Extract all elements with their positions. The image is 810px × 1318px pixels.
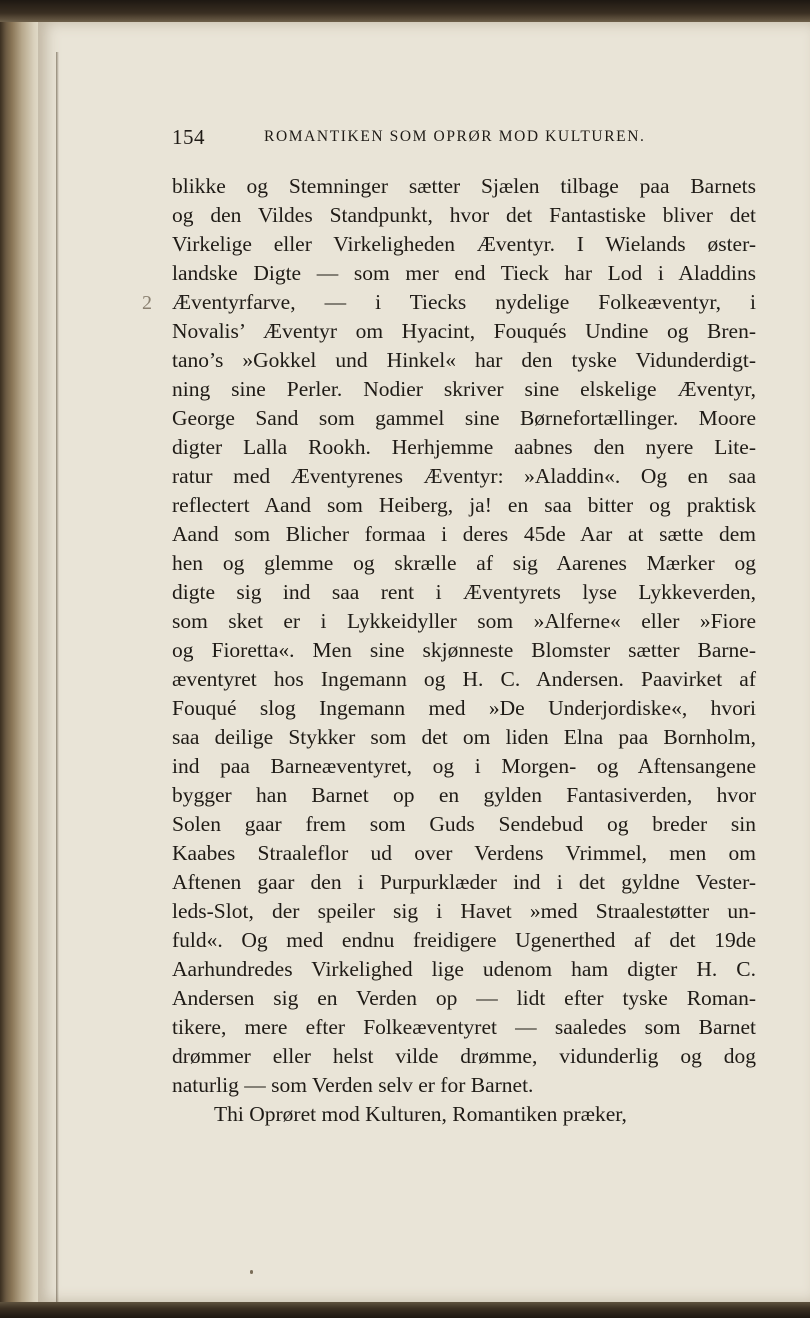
- text-line: tikere, mere efter Folkeæventyret — saaledes som Barnet: [172, 1015, 756, 1039]
- text-line: drømmer eller helst vilde drømme, vidunderlig og dog: [172, 1044, 756, 1068]
- text-line: Aarhundredes Virkelighed lige udenom ham digter H. C.: [172, 957, 756, 981]
- book-top-edge: [0, 0, 810, 22]
- text-line: og den Vildes Standpunkt, hvor det Fantastiske bliver det: [172, 203, 756, 227]
- text-line: blikke og Stemninger sætter Sjælen tilbage paa Barnets: [172, 174, 756, 198]
- text-line: Kaabes Straaleflor ud over Verdens Vrimmel, men om: [172, 841, 756, 865]
- text-line: ratur med Æventyrenes Æventyr: »Aladdin«. Og en saa: [172, 464, 756, 488]
- text-line: Andersen sig en Verden op — lidt efter tyske Roman-: [172, 986, 756, 1010]
- text-line: æventyret hos Ingemann og H. C. Andersen. Paavirket af: [172, 667, 756, 691]
- text-line: naturlig — som Verden selv er for Barnet.: [172, 1073, 534, 1097]
- text-line: leds-Slot, der speiler sig i Havet »med Straalestøtter un-: [172, 899, 756, 923]
- text-line: som sket er i Lykkeidyller som »Alferne« eller »Fiore: [172, 609, 756, 633]
- paper-speck: [250, 1270, 253, 1274]
- text-line: digte sig ind saa rent i Æventyrets lyse Lykkeverden,: [172, 580, 756, 604]
- text-line: ning sine Perler. Nodier skriver sine elskelige Æventyr,: [172, 377, 756, 401]
- text-line: Æventyrfarve, — i Tiecks nydelige Folkeæventyr, i: [172, 290, 756, 314]
- margin-pencil-mark: 2: [142, 292, 152, 314]
- text-line: George Sand som gammel sine Børnefortællinger. Moore: [172, 406, 756, 430]
- text-line: Aftenen gaar den i Purpurklæder ind i det gyldne Vester-: [172, 870, 756, 894]
- text-line: fuld«. Og med endnu freidigere Ugenerthed af det 19de: [172, 928, 756, 952]
- chapter-title: ROMANTIKEN SOM OPRØR MOD KULTUREN.: [264, 128, 646, 145]
- text-line: Virkelige eller Virkeligheden Æventyr. I Wielands øster-: [172, 232, 756, 256]
- text-line: reflectert Aand som Heiberg, ja! en saa bitter og praktisk: [172, 493, 756, 517]
- page-body-text: [172, 172, 756, 1129]
- page-gutter-shadow: [56, 52, 59, 1312]
- text-line: Solen gaar frem som Guds Sendebud og breder sin: [172, 812, 756, 836]
- text-line: Thi Oprøret mod Kulturen, Romantiken præker,: [214, 1102, 627, 1126]
- page-number: 154: [172, 125, 205, 149]
- text-line: digter Lalla Rookh. Herhjemme aabnes den nyere Lite-: [172, 435, 756, 459]
- text-line: ind paa Barneæventyret, og i Morgen- og Aftensangene: [172, 754, 756, 778]
- text-line: Aand som Blicher formaa i deres 45de Aar at sætte dem: [172, 522, 756, 546]
- text-line: tano’s »Gokkel und Hinkel« har den tyske Vidunderdigt-: [172, 348, 756, 372]
- text-line: hen og glemme og skrælle af sig Aarenes Mærker og: [172, 551, 756, 575]
- text-line: Fouqué slog Ingemann med »De Underjordiske«, hvori: [172, 696, 756, 720]
- text-line: bygger han Barnet op en gylden Fantasiverden, hvor: [172, 783, 756, 807]
- text-line: saa deilige Stykker som det om liden Elna paa Bornholm,: [172, 725, 756, 749]
- text-line: og Fioretta«. Men sine skjønneste Blomster sætter Barne-: [172, 638, 756, 662]
- text-line: Novalis’ Æventyr om Hyacint, Fouqués Undine og Bren-: [172, 319, 756, 343]
- text-line: landske Digte — som mer end Tieck har Lod i Aladdins: [172, 261, 756, 285]
- book-bottom-edge: [0, 1302, 810, 1318]
